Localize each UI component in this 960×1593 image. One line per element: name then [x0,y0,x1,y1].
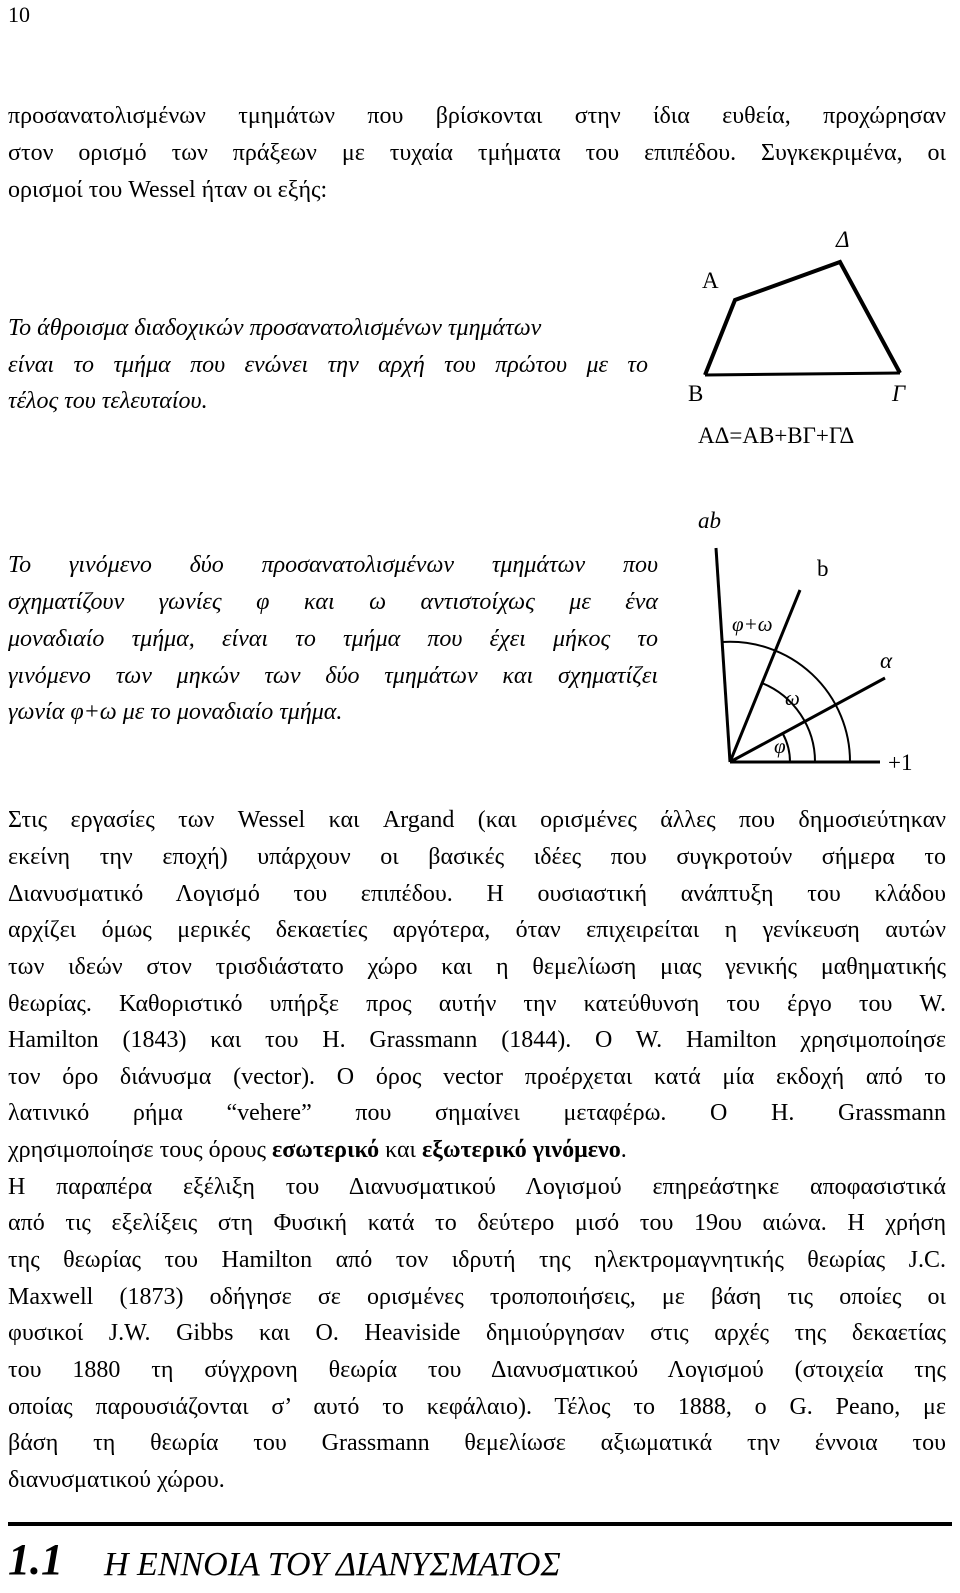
main-line-6: θεωρίας. Καθοριστικό υπήρξε προς αυτήν την κατεύθυνση του έργο του W. [8,991,946,1017]
figure-sum-caption: ΑΔ=ΑΒ+ΒΓ+ΓΔ [698,423,855,448]
label-ab: ab [698,508,721,533]
main-line-2: εκείνη την εποχή) υπάρχουν οι βασικές ιδέες που συγκροτούν σήμερα το [8,844,946,870]
resultant-segment [705,373,900,375]
label-a: α [880,648,893,673]
intro-line-1: προσανατολισμένων τμημάτων που βρίσκονται στην ίδια ευθεία, προχώρησαν [8,103,946,129]
main-line-1: Στις εργασίες των Wessel και Argand (και ορισμένες άλλες που δημοσιεύτηκαν [8,807,946,833]
definition-product-line-5: γωνία φ+ω με το μοναδιαίο τμήμα. [8,699,343,725]
bold-line-suffix: . [620,1137,627,1163]
main-line-10 [8,1132,627,1168]
page-number: 10 [8,2,30,27]
main-line-4: αρχίζει όμως μερικές δεκαετίες αργότερα, όταν επιχειρείται η γενίκευση αυτών [8,917,946,943]
vector-polyline [705,262,900,375]
definition-sum-line-1: Το άθροισμα διαδοχικών προσανατολισμένων τμημάτων [8,315,542,341]
section-number: 1.1 [8,1535,63,1584]
final-line-9: διανυσματικού χώρου. [8,1467,225,1493]
main-line-9: λατινικό ρήμα “vehere” που σημαίνει μεταφέρω. Ο H. Grassmann [8,1100,946,1126]
final-line-1: Η παραπέρα εξέλιξη του Διανυσματικού Λογισμού επηρεάστηκε αποφασιστικά [8,1174,946,1200]
main-line-7: Hamilton (1843) και του H. Grassmann (1844). O W. Hamilton χρησιμοποίησε [8,1027,946,1053]
label-A: A [702,268,719,293]
final-line-6: του 1880 τη σύγχρονη θεωρία του Διανυσματικού Λογισμού (στοιχεία της [8,1357,946,1383]
label-b: b [817,556,829,581]
vector-product-figure [680,500,955,790]
vector-a [730,678,885,762]
final-line-3: της θεωρίας του Hamilton από τον ιδρυτή της ηλεκτρομαγνητικής θεωρίας J.C. [8,1247,946,1273]
section-rule [8,1522,952,1526]
vector-ab [716,548,730,762]
definition-product-line-4: γινόμενο των μηκών των δύο τμημάτων και σχηματίζει [8,663,658,689]
section-title: Η ΕΝΝΟΙΑ ΤΟΥ ΔΙΑΝΥΣΜΑΤΟΣ [104,1546,561,1583]
final-line-4: Maxwell (1873) οδήγησε σε ορισμένες τροποποιήσεις, με βάση τις οποίες οι [8,1284,946,1310]
label-phi: φ [774,734,786,758]
intro-line-2: στον ορισμό των πράξεων με τυχαία τμήματα του επιπέδου. Συγκεκριμένα, οι [8,140,946,166]
definition-sum-line-2: είναι το τμήμα που ενώνει την αρχή του πρώτου με το [8,352,648,378]
term-outer-product: εξωτερικό γινόμενο [422,1137,621,1163]
label-plus-one: +1 [888,750,913,775]
final-line-8: βάση τη θεωρία του Grassmann θεμελίωσε αξιωματικά την έννοια του [8,1430,946,1456]
label-B: B [688,381,704,406]
label-phi-plus-omega: φ+ω [732,612,773,636]
label-omega: ω [785,686,800,710]
intro-line-3: ορισμοί του Wessel ήταν οι εξής: [8,177,328,203]
definition-product-line-1: Το γινόμενο δύο προσανατολισμένων τμημάτων που [8,552,658,578]
main-line-5: των ιδεών στον τρισδιάστατο χώρο και η θεμελίωση μιας γενικής μαθηματικής [8,954,946,980]
main-line-3: Διανυσματικό Λογισμό του επιπέδου. Η ουσιαστική ανάπτυξη του κλάδου [8,881,946,907]
definition-product-line-3: μοναδιαίο τμήμα, είναι το τμήμα που έχει μήκος το [8,626,658,652]
label-Delta: Δ [836,227,850,252]
final-line-5: φυσικοί J.W. Gibbs και O. Heaviside δημιούργησαν στις αρχές της δεκαετίας [8,1320,946,1346]
vector-sum-figure [660,215,960,455]
final-line-2: από τις εξελίξεις στη Φυσική κατά το δεύτερο μισό του 19ου αιώνα. Η χρήση [8,1210,946,1236]
final-line-7: οποίας παρουσιάζονται σ’ αυτό το κεφάλαιο). Τέλος το 1888, ο G. Peano, με [8,1394,946,1420]
definition-sum-line-3: τέλος του τελευταίου. [8,388,208,414]
bold-line-middle: και [379,1137,422,1163]
label-Gamma: Γ [892,381,906,406]
definition-product-line-2: σχηματίζουν γωνίες φ και ω αντιστοίχως με ένα [8,589,658,615]
bold-line-prefix: χρησιμοποίησε τους όρους [8,1137,272,1163]
term-inner-product: εσωτερικό [271,1137,380,1163]
main-line-8: τον όρο διάνυσμα (vector). Ο όρος vector προέρχεται κατά μία εκδοχή από το [8,1064,946,1090]
